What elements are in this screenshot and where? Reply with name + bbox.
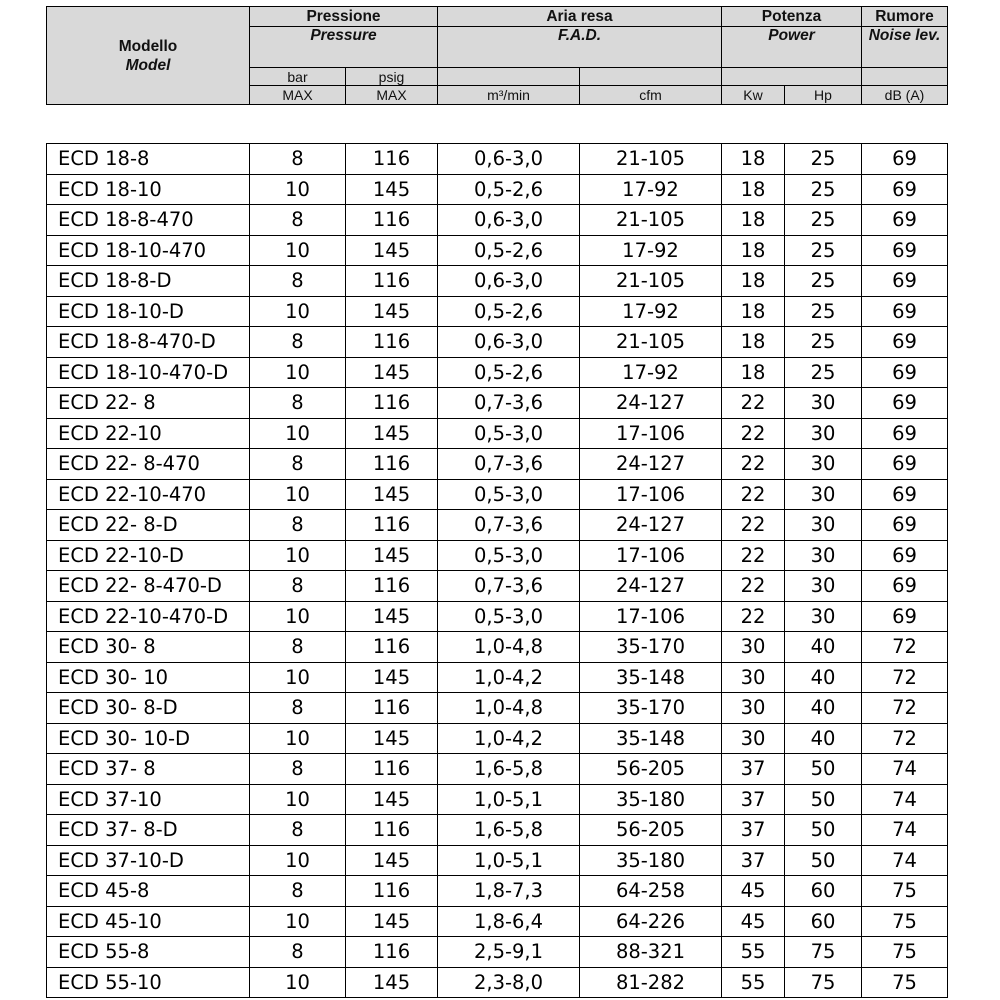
cell-psig-max: 145 [346,967,438,998]
cell-bar-max: 10 [250,296,346,327]
pressure-header-it: Pressione [250,7,438,27]
cell-fad-cfm: 35-180 [580,845,722,876]
cell-fad-cfm: 21-105 [580,266,722,297]
cell-psig-max: 145 [346,845,438,876]
cell-model: ECD 18-10-470-D [47,357,250,388]
cell-psig-max: 116 [346,449,438,480]
cell-fad-cfm: 17-106 [580,601,722,632]
cell-power-hp: 75 [785,937,862,968]
cell-psig-max: 116 [346,327,438,358]
cell-fad-cfm: 56-205 [580,754,722,785]
cell-psig-max: 116 [346,144,438,175]
table-row [47,388,948,419]
cell-noise-db: 75 [862,876,948,907]
table-row [47,967,948,998]
cell-bar-max: 10 [250,967,346,998]
cell-noise-db: 69 [862,388,948,419]
cell-fad-cfm: 24-127 [580,449,722,480]
cell-power-hp: 30 [785,449,862,480]
cell-power-hp: 50 [785,754,862,785]
cell-power-kw: 30 [722,632,785,663]
cell-psig-max: 145 [346,357,438,388]
cell-noise-db: 75 [862,937,948,968]
cell-noise-db: 69 [862,327,948,358]
cell-psig-max: 145 [346,662,438,693]
table-row [47,540,948,571]
cell-bar-max: 10 [250,357,346,388]
cell-fad-m3min: 1,0-5,1 [438,784,580,815]
power-header-it: Potenza [722,7,862,27]
cell-model: ECD 18-8-D [47,266,250,297]
cell-model: ECD 18-8 [47,144,250,175]
cell-model: ECD 22-10-470 [47,479,250,510]
cell-fad-cfm: 24-127 [580,510,722,541]
cell-power-hp: 30 [785,388,862,419]
table-row [47,784,948,815]
cell-fad-cfm: 35-170 [580,632,722,663]
psig-unit: psig [346,68,438,86]
cell-power-kw: 37 [722,845,785,876]
cell-power-hp: 25 [785,235,862,266]
cell-fad-cfm: 56-205 [580,815,722,846]
cell-fad-m3min: 0,6-3,0 [438,144,580,175]
cell-fad-m3min: 0,5-2,6 [438,235,580,266]
bar-max: MAX [250,86,346,105]
cell-power-hp: 30 [785,418,862,449]
cell-psig-max: 145 [346,906,438,937]
cell-power-hp: 40 [785,723,862,754]
table-row [47,479,948,510]
table-row [47,357,948,388]
hp-unit: Hp [785,86,862,105]
cell-model: ECD 18-8-470-D [47,327,250,358]
cell-fad-m3min: 1,0-5,1 [438,845,580,876]
cell-power-kw: 18 [722,205,785,236]
table-row [47,662,948,693]
cell-psig-max: 116 [346,510,438,541]
cell-power-kw: 18 [722,174,785,205]
cell-psig-max: 116 [346,632,438,663]
cell-noise-db: 69 [862,510,948,541]
table-row [47,174,948,205]
cell-fad-cfm: 35-170 [580,693,722,724]
cell-noise-db: 75 [862,967,948,998]
table-row [47,510,948,541]
cell-bar-max: 8 [250,388,346,419]
table-row [47,144,948,175]
cell-power-hp: 40 [785,662,862,693]
cell-fad-m3min: 0,6-3,0 [438,266,580,297]
cell-power-kw: 18 [722,327,785,358]
cell-model: ECD 22- 8-470-D [47,571,250,602]
cell-fad-m3min: 1,0-4,8 [438,693,580,724]
cell-psig-max: 116 [346,205,438,236]
cell-fad-cfm: 21-105 [580,327,722,358]
cell-model: ECD 45-8 [47,876,250,907]
cell-model: ECD 18-10 [47,174,250,205]
table-row [47,632,948,663]
cell-noise-db: 74 [862,754,948,785]
cell-psig-max: 116 [346,388,438,419]
cell-power-kw: 18 [722,144,785,175]
cell-noise-db: 69 [862,449,948,480]
cell-power-hp: 25 [785,296,862,327]
cell-psig-max: 145 [346,418,438,449]
cell-bar-max: 8 [250,510,346,541]
cell-power-kw: 45 [722,906,785,937]
cell-bar-max: 8 [250,754,346,785]
table-row [47,876,948,907]
cell-bar-max: 10 [250,540,346,571]
cell-fad-m3min: 0,6-3,0 [438,205,580,236]
cell-power-hp: 30 [785,571,862,602]
table-row [47,601,948,632]
cell-bar-max: 8 [250,815,346,846]
cell-bar-max: 10 [250,418,346,449]
cell-fad-cfm: 17-106 [580,479,722,510]
cell-noise-db: 69 [862,296,948,327]
cell-model: ECD 37- 8-D [47,815,250,846]
noise-blank [862,68,948,86]
cell-power-kw: 18 [722,357,785,388]
table-row [47,327,948,358]
cell-fad-m3min: 1,0-4,2 [438,723,580,754]
cell-power-hp: 25 [785,174,862,205]
cell-power-kw: 22 [722,479,785,510]
cell-noise-db: 74 [862,845,948,876]
model-header-en: Model [125,56,171,74]
cell-noise-db: 69 [862,235,948,266]
cell-psig-max: 145 [346,723,438,754]
cell-noise-db: 69 [862,144,948,175]
cell-noise-db: 69 [862,357,948,388]
cell-fad-cfm: 81-282 [580,967,722,998]
cell-model: ECD 30- 8-D [47,693,250,724]
cell-power-hp: 25 [785,327,862,358]
cell-model: ECD 18-10-D [47,296,250,327]
cell-power-kw: 22 [722,449,785,480]
cell-bar-max: 8 [250,632,346,663]
cell-power-hp: 50 [785,815,862,846]
cell-noise-db: 74 [862,784,948,815]
cell-fad-m3min: 0,5-3,0 [438,601,580,632]
cell-psig-max: 116 [346,815,438,846]
cell-bar-max: 10 [250,784,346,815]
cell-fad-m3min: 0,5-2,6 [438,296,580,327]
cell-psig-max: 145 [346,235,438,266]
cell-power-hp: 25 [785,144,862,175]
header-table [46,6,948,105]
cell-fad-cfm: 88-321 [580,937,722,968]
cell-bar-max: 8 [250,205,346,236]
model-header [47,7,250,105]
cell-fad-m3min: 1,0-4,8 [438,632,580,663]
cell-psig-max: 116 [346,266,438,297]
cell-power-kw: 55 [722,937,785,968]
cell-bar-max: 10 [250,662,346,693]
cell-model: ECD 18-8-470 [47,205,250,236]
cell-power-hp: 30 [785,510,862,541]
kw-unit: Kw [722,86,785,105]
cell-model: ECD 37-10-D [47,845,250,876]
table-row [47,754,948,785]
cell-noise-db: 69 [862,601,948,632]
cell-noise-db: 72 [862,693,948,724]
cell-psig-max: 145 [346,540,438,571]
table-row [47,906,948,937]
cell-bar-max: 8 [250,144,346,175]
cell-fad-cfm: 64-258 [580,876,722,907]
cell-power-hp: 50 [785,845,862,876]
cell-model: ECD 55-8 [47,937,250,968]
cell-fad-cfm: 17-92 [580,296,722,327]
psig-max: MAX [346,86,438,105]
cell-noise-db: 72 [862,632,948,663]
db-unit: dB (A) [862,86,948,105]
fad-header-it: Aria resa [438,7,722,27]
cell-psig-max: 145 [346,479,438,510]
table-row [47,205,948,236]
cell-fad-m3min: 0,5-2,6 [438,174,580,205]
cell-fad-m3min: 1,6-5,8 [438,815,580,846]
cell-psig-max: 116 [346,937,438,968]
cell-bar-max: 8 [250,876,346,907]
cell-power-hp: 60 [785,876,862,907]
cell-model: ECD 22- 8-D [47,510,250,541]
cell-power-kw: 18 [722,235,785,266]
cell-model: ECD 18-10-470 [47,235,250,266]
noise-header-it: Rumore [862,7,948,27]
cell-power-hp: 25 [785,357,862,388]
cell-bar-max: 10 [250,906,346,937]
cell-fad-cfm: 17-106 [580,540,722,571]
cell-noise-db: 74 [862,815,948,846]
cell-fad-cfm: 35-148 [580,723,722,754]
cell-bar-max: 8 [250,937,346,968]
cell-power-kw: 45 [722,876,785,907]
table-row [47,845,948,876]
cell-power-kw: 22 [722,571,785,602]
cell-bar-max: 8 [250,693,346,724]
cell-power-hp: 25 [785,205,862,236]
cfm-unit: cfm [580,86,722,105]
fad-blank-1 [438,68,580,86]
cell-bar-max: 10 [250,479,346,510]
cell-noise-db: 69 [862,418,948,449]
fad-header-en: F.A.D. [438,27,722,68]
cell-fad-m3min: 1,0-4,2 [438,662,580,693]
cell-fad-m3min: 0,5-3,0 [438,540,580,571]
cell-bar-max: 10 [250,723,346,754]
cell-fad-m3min: 1,8-7,3 [438,876,580,907]
cell-bar-max: 8 [250,449,346,480]
cell-model: ECD 22- 8-470 [47,449,250,480]
cell-fad-m3min: 0,6-3,0 [438,327,580,358]
power-header-en: Power [722,27,862,68]
cell-power-kw: 30 [722,723,785,754]
table-row [47,723,948,754]
cell-psig-max: 145 [346,296,438,327]
cell-fad-m3min: 0,7-3,6 [438,388,580,419]
table-row [47,449,948,480]
pressure-header-en: Pressure [250,27,438,68]
cell-noise-db: 72 [862,662,948,693]
cell-fad-m3min: 0,7-3,6 [438,571,580,602]
cell-model: ECD 30- 10 [47,662,250,693]
cell-psig-max: 116 [346,876,438,907]
cell-noise-db: 69 [862,540,948,571]
cell-fad-cfm: 17-92 [580,235,722,266]
cell-fad-m3min: 0,7-3,6 [438,449,580,480]
table-row [47,266,948,297]
cell-model: ECD 22-10-D [47,540,250,571]
cell-fad-cfm: 21-105 [580,205,722,236]
cell-model: ECD 30- 8 [47,632,250,663]
cell-noise-db: 69 [862,174,948,205]
cell-fad-m3min: 1,6-5,8 [438,754,580,785]
cell-fad-m3min: 2,5-9,1 [438,937,580,968]
cell-fad-m3min: 2,3-8,0 [438,967,580,998]
cell-power-hp: 40 [785,693,862,724]
table-row [47,693,948,724]
cell-power-kw: 37 [722,815,785,846]
bar-unit: bar [250,68,346,86]
cell-power-kw: 37 [722,754,785,785]
cell-noise-db: 69 [862,205,948,236]
cell-model: ECD 37- 8 [47,754,250,785]
cell-bar-max: 8 [250,266,346,297]
cell-power-hp: 30 [785,540,862,571]
cell-fad-cfm: 35-148 [580,662,722,693]
cell-psig-max: 116 [346,571,438,602]
cell-power-kw: 22 [722,601,785,632]
cell-power-kw: 22 [722,510,785,541]
cell-bar-max: 10 [250,174,346,205]
cell-psig-max: 145 [346,784,438,815]
table-row [47,296,948,327]
cell-power-hp: 40 [785,632,862,663]
cell-power-kw: 30 [722,662,785,693]
cell-noise-db: 69 [862,571,948,602]
cell-model: ECD 30- 10-D [47,723,250,754]
cell-model: ECD 22-10 [47,418,250,449]
cell-power-hp: 30 [785,479,862,510]
cell-bar-max: 8 [250,327,346,358]
cell-psig-max: 116 [346,754,438,785]
cell-fad-cfm: 21-105 [580,144,722,175]
power-blank [722,68,862,86]
cell-noise-db: 69 [862,479,948,510]
data-table [46,143,948,998]
table-row [47,815,948,846]
cell-power-kw: 22 [722,540,785,571]
table-row [47,418,948,449]
cell-fad-cfm: 35-180 [580,784,722,815]
cell-power-hp: 50 [785,784,862,815]
table-row [47,235,948,266]
cell-model: ECD 22- 8 [47,388,250,419]
cell-power-kw: 18 [722,266,785,297]
cell-power-kw: 55 [722,967,785,998]
cell-power-hp: 60 [785,906,862,937]
cell-model: ECD 45-10 [47,906,250,937]
cell-fad-cfm: 17-92 [580,174,722,205]
cell-psig-max: 145 [346,601,438,632]
fad-blank-2 [580,68,722,86]
cell-fad-m3min: 0,7-3,6 [438,510,580,541]
cell-fad-cfm: 64-226 [580,906,722,937]
cell-power-hp: 75 [785,967,862,998]
cell-power-kw: 22 [722,388,785,419]
cell-power-kw: 22 [722,418,785,449]
cell-model: ECD 37-10 [47,784,250,815]
cell-power-kw: 37 [722,784,785,815]
cell-psig-max: 116 [346,693,438,724]
cell-noise-db: 69 [862,266,948,297]
cell-power-kw: 18 [722,296,785,327]
cell-power-kw: 30 [722,693,785,724]
data-rows [47,144,948,998]
cell-power-hp: 30 [785,601,862,632]
cell-bar-max: 10 [250,235,346,266]
cell-power-hp: 25 [785,266,862,297]
noise-header-en: Noise lev. [862,27,948,68]
table-row [47,937,948,968]
cell-fad-m3min: 0,5-3,0 [438,418,580,449]
cell-fad-m3min: 0,5-2,6 [438,357,580,388]
cell-bar-max: 10 [250,845,346,876]
table-row [47,571,948,602]
cell-model: ECD 55-10 [47,967,250,998]
cell-psig-max: 145 [346,174,438,205]
cell-fad-cfm: 24-127 [580,388,722,419]
cell-noise-db: 75 [862,906,948,937]
cell-fad-m3min: 1,8-6,4 [438,906,580,937]
cell-bar-max: 10 [250,601,346,632]
model-header-it: Modello [118,37,178,55]
cell-noise-db: 72 [862,723,948,754]
cell-model: ECD 22-10-470-D [47,601,250,632]
cell-fad-cfm: 17-92 [580,357,722,388]
cell-fad-m3min: 0,5-3,0 [438,479,580,510]
cell-fad-cfm: 17-106 [580,418,722,449]
cell-bar-max: 8 [250,571,346,602]
cell-fad-cfm: 24-127 [580,571,722,602]
m3min-unit: m³/min [438,86,580,105]
